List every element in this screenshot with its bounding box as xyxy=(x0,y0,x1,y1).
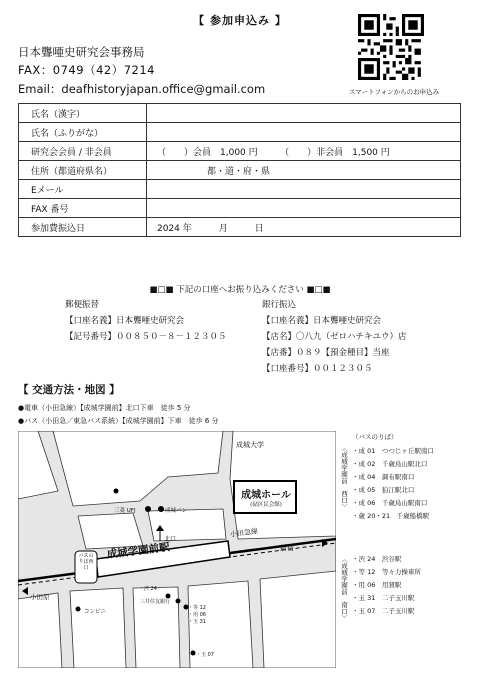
payment-notice: ■□■ 下記の口座へお振り込みください ■□■ xyxy=(149,285,331,295)
list-item: ・渋 24 渋谷駅 xyxy=(352,555,402,563)
map-stop-label: ・等 12 xyxy=(188,605,206,611)
postal-title: 郵便振替 xyxy=(65,300,100,310)
bank-account-no: 【口座番号】００１２３０５ xyxy=(262,364,373,374)
access-route-train: ●電車（小田急線）【成城学園前】北口下車 徒歩 5 分 xyxy=(18,404,191,412)
payment-date-field[interactable]: 2024 年 月 日 xyxy=(147,218,461,237)
prefecture-suffix: 都・道・府・県 xyxy=(207,166,271,177)
membership-field[interactable]: （ ）会員 1,000 円 （ ）非会員 1,500 円 xyxy=(147,142,461,161)
bank-account-name: 【口座名義】日本聾唖史研究会 xyxy=(262,316,382,326)
map-bank: 三菱 UFJ xyxy=(114,508,136,514)
office-email[interactable]: Email：deafhistoryjapan.office@gmail.com xyxy=(18,82,266,96)
name-kanji-field[interactable] xyxy=(147,104,461,123)
form-row xyxy=(19,104,461,123)
form-label: FAX 番号 xyxy=(19,199,147,218)
qr-caption: スマートフォンからのお申込み xyxy=(348,88,440,96)
map-stop-label: ・渋 24 xyxy=(139,586,157,592)
access-title: 【 交通方法・地図 】 xyxy=(18,384,120,396)
bank-branch: 【店名】〇八九（ゼロハチキユウ）店 xyxy=(262,332,407,342)
map-konbini: コンビニ xyxy=(84,609,107,615)
bank-transfer xyxy=(262,297,407,377)
map-stop-label: ・玉 31 xyxy=(188,619,206,625)
form-row xyxy=(19,161,461,180)
map-line: 小田急線 xyxy=(229,527,259,539)
email-field[interactable] xyxy=(147,180,461,199)
qr-code-icon[interactable] xyxy=(358,14,424,80)
list-item: ・成 01 つつじヶ丘駅南口 xyxy=(352,447,434,455)
bus-section-title: （バスのりば） xyxy=(352,433,398,441)
form-label: 住所（都道府県名） xyxy=(19,161,147,180)
address-field[interactable] xyxy=(147,161,461,180)
form-label: 氏名（漢字） xyxy=(19,104,147,123)
form-label: Eメール xyxy=(19,180,147,199)
form-row xyxy=(19,123,461,142)
postal-number: 【記号番号】００８５０－８－１２３０５ xyxy=(65,332,227,342)
name-furigana-field[interactable] xyxy=(147,123,461,142)
list-item: ・歳 20・21 千歳船橋駅 xyxy=(352,512,430,520)
map-odawara: 小田原 xyxy=(30,593,50,601)
map-north-exit: 北口 xyxy=(164,536,177,543)
list-item: ・成 04 調布駅南口 xyxy=(352,473,415,481)
map-stop-label: ・玉 07 xyxy=(196,652,214,658)
access-route-bus: ●バス（小田急／東急バス系統）【成城学園前】下車 徒歩 6 分 xyxy=(18,417,219,425)
application-form xyxy=(18,103,461,237)
form-row xyxy=(19,199,461,218)
bank-branch-no: 【店番】０８９【預金種目】当座 xyxy=(262,348,390,358)
map-station: 成城学園前駅 xyxy=(106,541,171,561)
list-item: ・成 05 狛江駅北口 xyxy=(352,486,415,494)
list-item: ・成 06 千歳烏山駅南口 xyxy=(352,499,428,507)
fax-field[interactable] xyxy=(147,199,461,218)
north-stops-list xyxy=(352,445,434,523)
map-hall-sub: (砧区民会館) xyxy=(250,502,282,508)
list-item: ・玉 07 二子玉川駅 xyxy=(352,607,415,615)
list-item: ・玉 31 二子玉川駅 xyxy=(352,594,415,602)
list-item: ・成 02 千歳烏山駅北口 xyxy=(352,460,428,468)
map-bus-west: バスのりば西口 xyxy=(78,553,94,571)
south-exit-label: 〈成城学園前 南口〉 xyxy=(340,556,348,621)
form-row xyxy=(19,142,461,161)
map-smbc: 三井住友銀行 xyxy=(140,599,171,605)
page-title: 【 参加申込み 】 xyxy=(193,14,287,27)
postal-account-name: 【口座名義】日本聾唖史研究会 xyxy=(65,316,185,326)
map-stop-label: ・用 06 xyxy=(188,612,206,618)
form-label: 氏名（ふりがな） xyxy=(19,123,147,142)
map-shinjuku: 新宿 xyxy=(280,544,294,552)
map-bakery: 成城パン xyxy=(165,508,188,514)
office-name: 日本聾唖史研究会事務局 xyxy=(18,45,145,59)
postal-transfer xyxy=(65,297,227,345)
form-row xyxy=(19,180,461,199)
form-label: 参加費振込日 xyxy=(19,218,147,237)
map-hall: 成城ホール xyxy=(241,490,291,501)
list-item: ・用 06 用賀駅 xyxy=(352,581,402,589)
map-university: 成城大学 xyxy=(236,441,264,449)
form-label: 研究会会員 / 非会員 xyxy=(19,142,147,161)
south-stops-list xyxy=(352,553,421,618)
west-exit-label: 〈成城学園前 西口〉 xyxy=(340,445,348,510)
bank-title: 銀行振込 xyxy=(262,300,297,310)
form-row xyxy=(19,218,461,237)
list-item: ・等 12 等々力操車所 xyxy=(352,568,421,576)
office-fax: FAX：0749（42）7214 xyxy=(18,63,155,77)
